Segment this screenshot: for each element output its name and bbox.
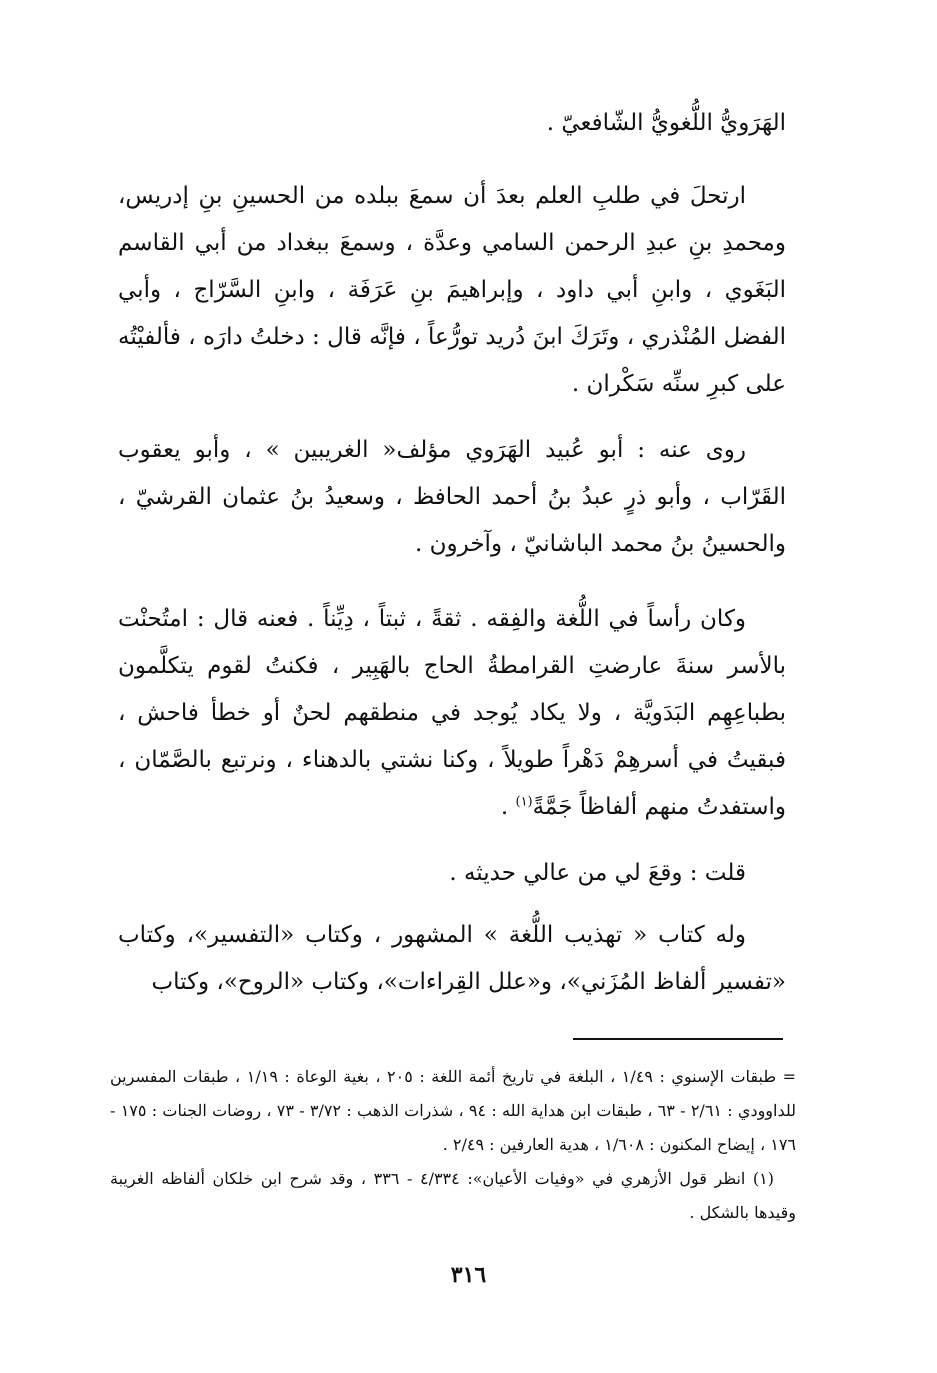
paragraph-text: قلت : وقعَ لي من عالي حديثه . bbox=[449, 860, 746, 886]
footnote-divider bbox=[573, 1038, 783, 1040]
footnote-continuation: = طبقات الإسنوي : ١/٤٩ ، البلغة في تاريخ أئمة اللغة : ٢٠٥ ، بغية الوعاة : ١/١٩ ، طبقات المفسرين للداوودي : ٢/٦١ - ٦٣ ، طبقات ابن هداية الله : ٩٤ ، شذرات الذهب : ٣/٧٢ - ٧٣ ، روضات الجنات : ١٧٥ - ١٧٦ ، إيضاح المكنون : ١/٦٠٨ ، هدية العارفين : ٢/٤٩ . bbox=[110, 1067, 797, 1154]
footnote-1: (١) انظر قول الأزهري في «وفيات الأعيان»: ٤/٣٣٤ - ٣٣٦ ، وقد شرح ابن خلكان ألفاظه الغريبة وقيدها بالشكل . bbox=[110, 1169, 796, 1222]
paragraph-text: وله كتاب « تهذيب اللُّغة » المشهور ، وكتاب «التفسير»، وكتاب «تفسير ألفاظ المُزَني»، و«علل القِراءات»، وكتاب «الروح»، وكتاب bbox=[118, 922, 786, 995]
paragraph-narrators bbox=[118, 427, 786, 568]
paragraph-text: وكان رأساً في اللُّغة والفِقه . ثقةً ، ثبتاً ، دِيِّناً . فعنه قال : امتُحنْت بالأسر سنةَ عارضتِ القرامطةُ الحاج بالهَبِير ، فكنتُ لقوم يتكلَّمون بطباعِهِم البَدَويَّة ، ولا يكاد يُوجد في منطقهم لحنٌ أو خطأ فاحش ، فبقيتُ في أسرهِمْ دَهْراً طويلاً ، وكنا نشتي بالدهناء ، ونرتبع بالصَّمّان ، واستفدتُ منهم ألفاظاً جَمَّةً bbox=[118, 606, 786, 820]
paragraph-text: روى عنه : أبو عُبيد الهَرَوي مؤلف« الغريبين » ، وأبو يعقوب القَرّاب ، وأبو ذرٍ عبدُ بنُ أحمد الحافظ ، وسعيدُ بنُ عثمان القرشيّ ، والحسينُ بنُ محمد الباشانيّ ، وآخرون . bbox=[118, 437, 786, 557]
paragraph-container bbox=[118, 596, 786, 831]
heading-text: الهَرَويُّ اللُّغويُّ الشّافعيّ . bbox=[546, 110, 786, 136]
paragraph-text: ارتحلَ في طلبِ العلم بعدَ أن سمعَ ببلده من الحسينِ بنِ إدريس، ومحمدِ بنِ عبدِ الرحمن السامي وعدَّة ، وسمعَ ببغداد من أبي القاسم البَغَوي ، وابنِ أبي داود ، وإبراهيمَ بنِ عَرَفَة ، وابنِ السَّرّاج ، وأبي الفضل المُنْذري ، وتَرَكَ ابنَ دُريد تورُّعاً ، فإنَّه قال : دخلتُ دارَه ، فألفيْتُه على كبرِ سنِّه سَكْران . bbox=[118, 183, 786, 397]
footnote-marker: (١) bbox=[515, 794, 533, 810]
paragraph-books bbox=[118, 912, 786, 1006]
footnotes bbox=[110, 1060, 796, 1230]
paragraph-end: . bbox=[500, 794, 516, 820]
paragraph-author-note bbox=[118, 850, 786, 897]
heading-line bbox=[118, 100, 786, 147]
page-number: ٣١٦ bbox=[450, 1262, 487, 1288]
paragraph-travels bbox=[118, 173, 786, 408]
paragraph-scholarship bbox=[118, 596, 786, 831]
